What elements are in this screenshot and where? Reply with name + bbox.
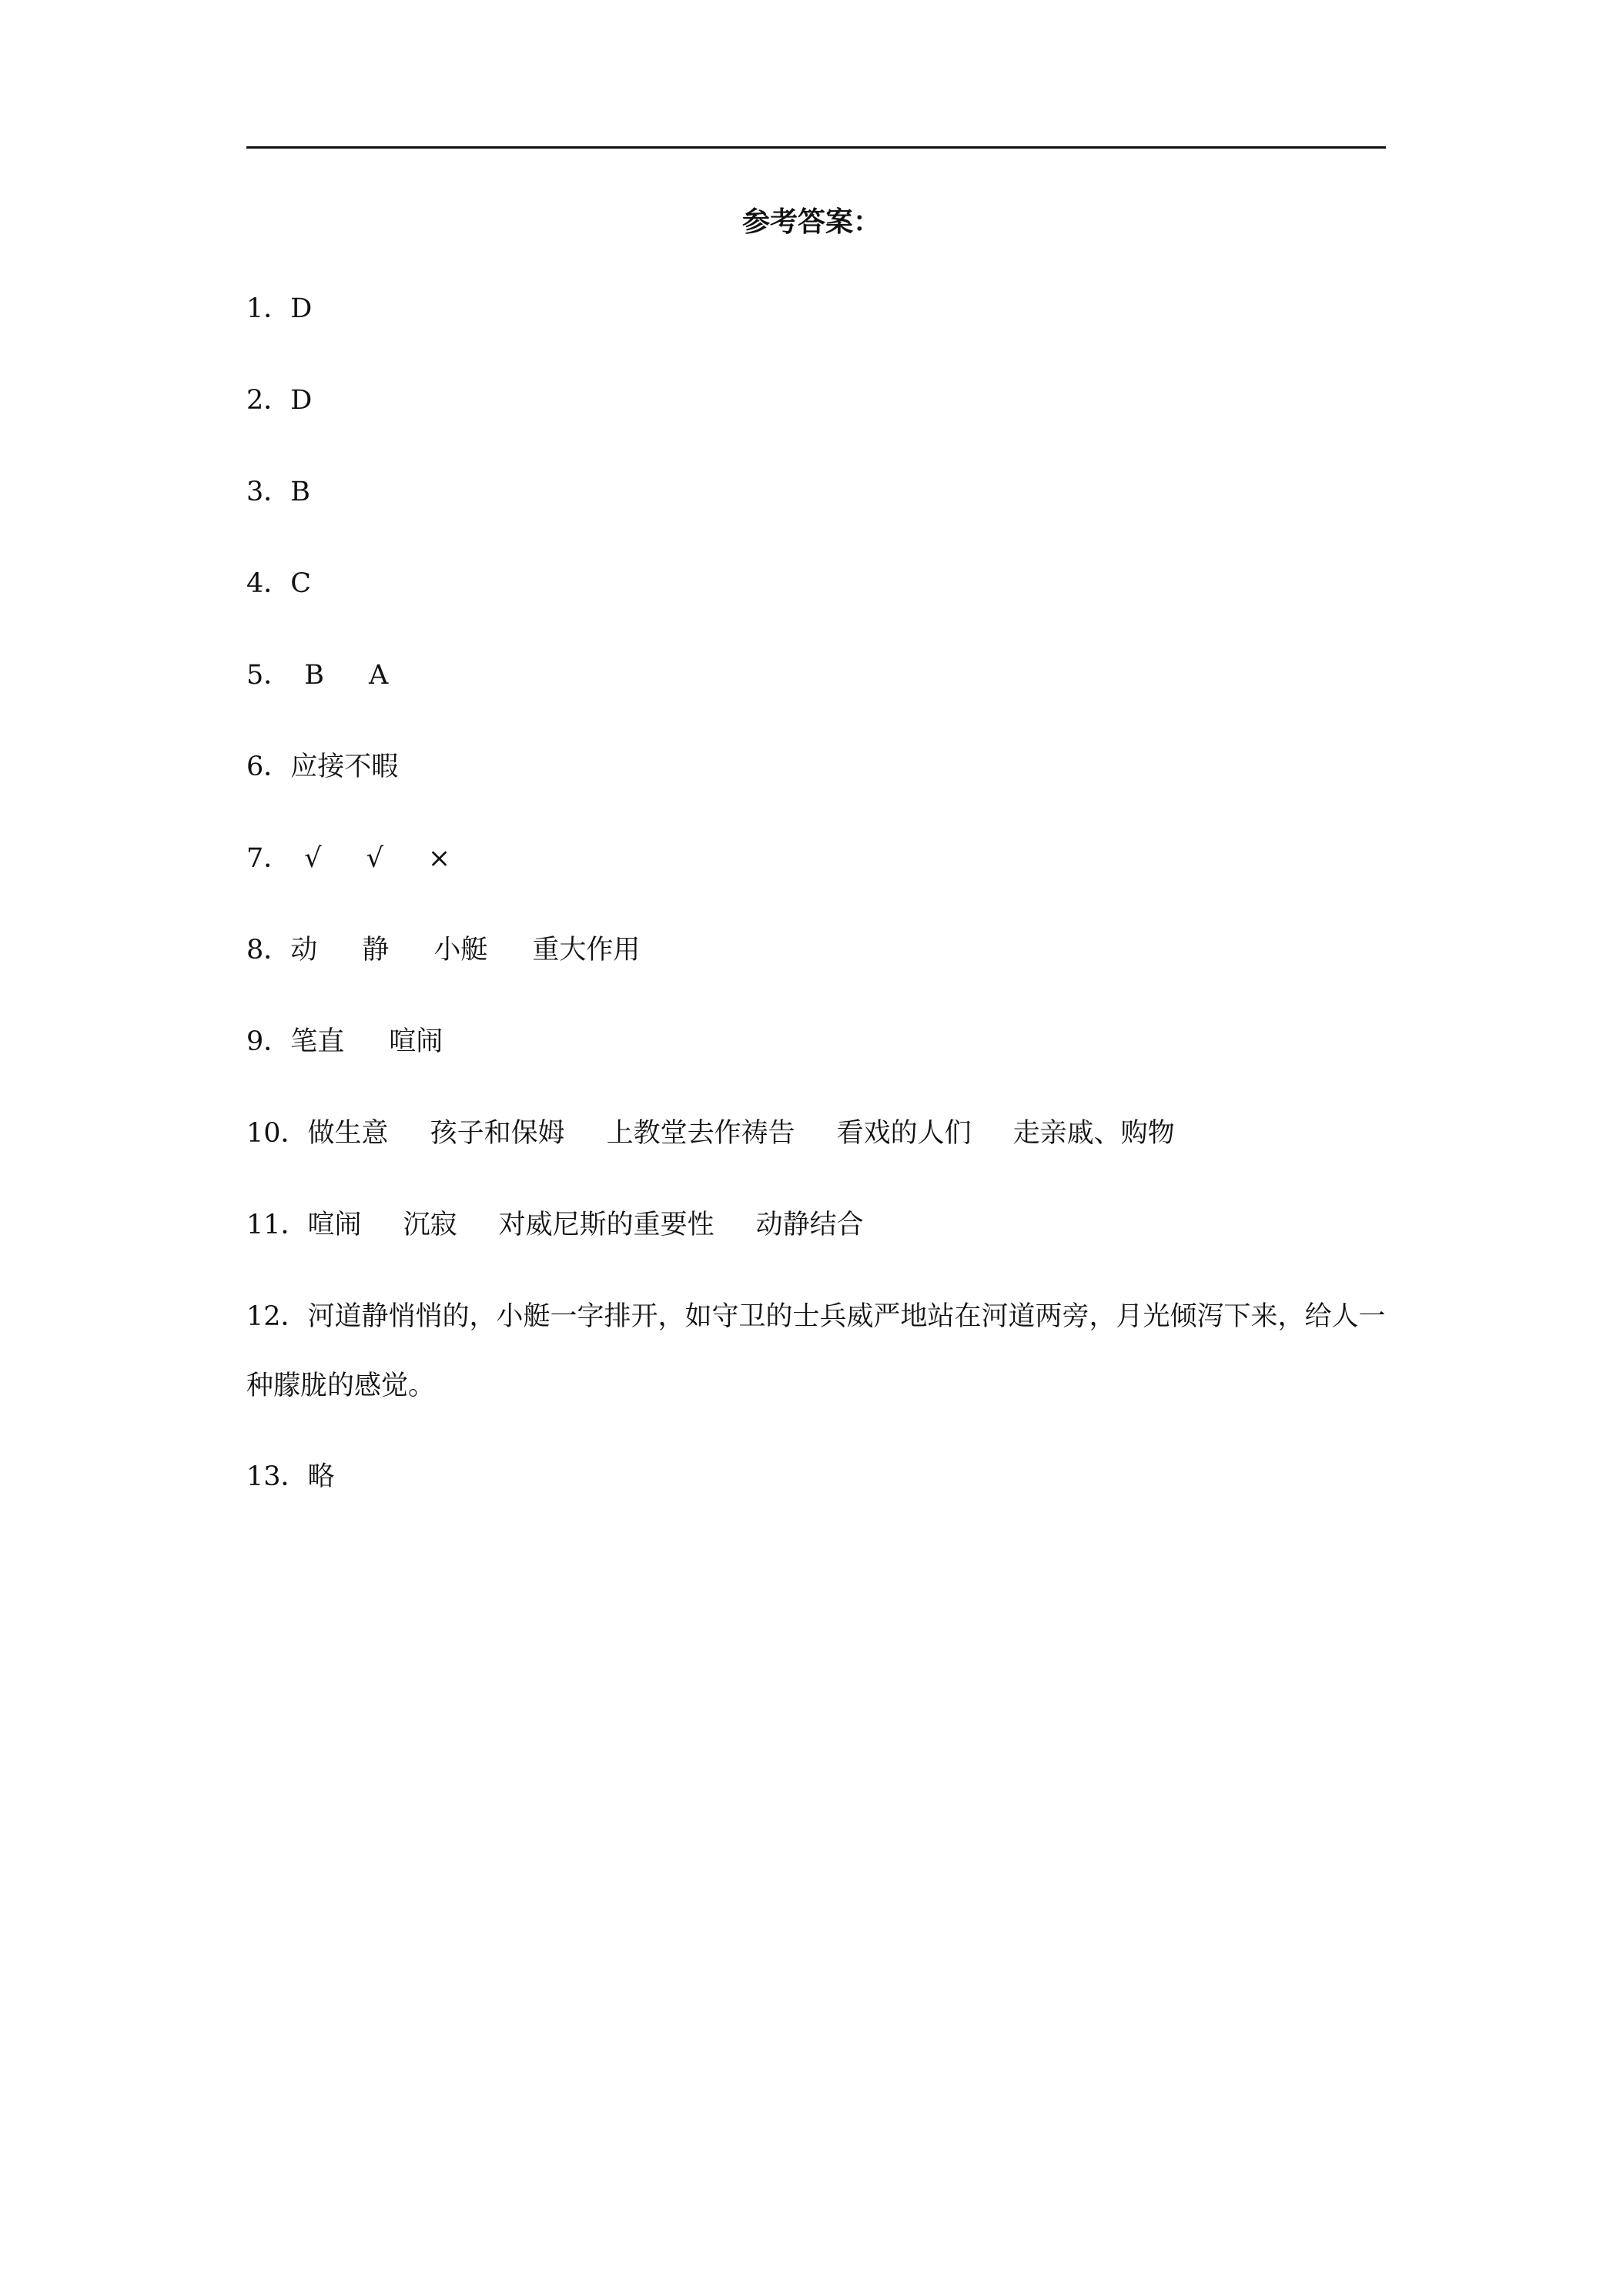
answer-12 bbox=[246, 1282, 1386, 1421]
answer-number: 8． bbox=[246, 935, 291, 966]
answer-part: 动静结合 bbox=[755, 1210, 864, 1240]
answer-8 bbox=[246, 930, 1386, 970]
answer-13 bbox=[246, 1457, 1386, 1497]
answer-number: 6． bbox=[246, 751, 291, 782]
answer-6 bbox=[246, 747, 1386, 787]
answer-3 bbox=[246, 472, 1386, 512]
answer-4 bbox=[246, 564, 1386, 604]
answer-part: D bbox=[290, 385, 313, 416]
answer-part: × bbox=[427, 843, 451, 874]
answer-part: 喧闹 bbox=[307, 1210, 362, 1240]
answer-part: 略 bbox=[307, 1461, 335, 1492]
answer-part: C bbox=[290, 568, 312, 599]
answer-part: B bbox=[290, 477, 311, 507]
answer-number: 10． bbox=[246, 1118, 308, 1149]
answer-number: 7． bbox=[246, 843, 291, 874]
answer-number: 1． bbox=[246, 293, 291, 324]
answer-10 bbox=[246, 1113, 1386, 1153]
answer-part: 喧闹 bbox=[389, 1026, 443, 1057]
answer-part: 做生意 bbox=[307, 1118, 389, 1149]
answer-part: B bbox=[304, 660, 325, 691]
answer-11 bbox=[246, 1205, 1386, 1245]
answer-1 bbox=[246, 289, 1386, 329]
answer-part: 动 bbox=[290, 935, 318, 966]
answer-number: 2． bbox=[246, 385, 291, 416]
answer-7 bbox=[246, 838, 1386, 879]
answer-part: 沉寂 bbox=[403, 1210, 457, 1240]
answer-part: 对威尼斯的重要性 bbox=[498, 1210, 714, 1240]
answer-part: 上教堂去作祷告 bbox=[606, 1118, 795, 1149]
answer-5 bbox=[246, 655, 1386, 695]
answer-number: 4． bbox=[246, 568, 291, 599]
answer-part: 走亲戚、购物 bbox=[1012, 1118, 1175, 1149]
answer-part: D bbox=[290, 293, 313, 324]
answer-part: A bbox=[369, 660, 389, 691]
answer-part: 静 bbox=[362, 935, 390, 966]
answer-number: 9． bbox=[246, 1026, 291, 1057]
answer-part: 小艇 bbox=[433, 935, 488, 966]
answer-part: 应接不暇 bbox=[290, 751, 399, 782]
answer-text: 河道静悄悄的，小艇一字排开，如守卫的士兵威严地站在河道两旁，月光倾泻下来，给人一种朦胧的感觉。 bbox=[246, 1301, 1386, 1401]
answer-part: √ bbox=[304, 843, 322, 874]
page-title: 参考答案： bbox=[741, 206, 881, 238]
answer-part: 重大作用 bbox=[532, 935, 641, 966]
answer-part: √ bbox=[366, 843, 383, 874]
answer-number: 13． bbox=[246, 1461, 308, 1492]
answer-part: 看戏的人们 bbox=[836, 1118, 972, 1149]
header-rule bbox=[246, 146, 1386, 149]
answer-part: 笔直 bbox=[290, 1026, 345, 1057]
answer-number: 3． bbox=[246, 477, 291, 507]
answer-2 bbox=[246, 380, 1386, 420]
answer-part: 孩子和保姆 bbox=[430, 1118, 565, 1149]
answer-number: 12． bbox=[246, 1301, 308, 1332]
answer-9 bbox=[246, 1022, 1386, 1062]
answer-number: 5． bbox=[246, 660, 291, 691]
answer-number: 11． bbox=[246, 1210, 308, 1240]
